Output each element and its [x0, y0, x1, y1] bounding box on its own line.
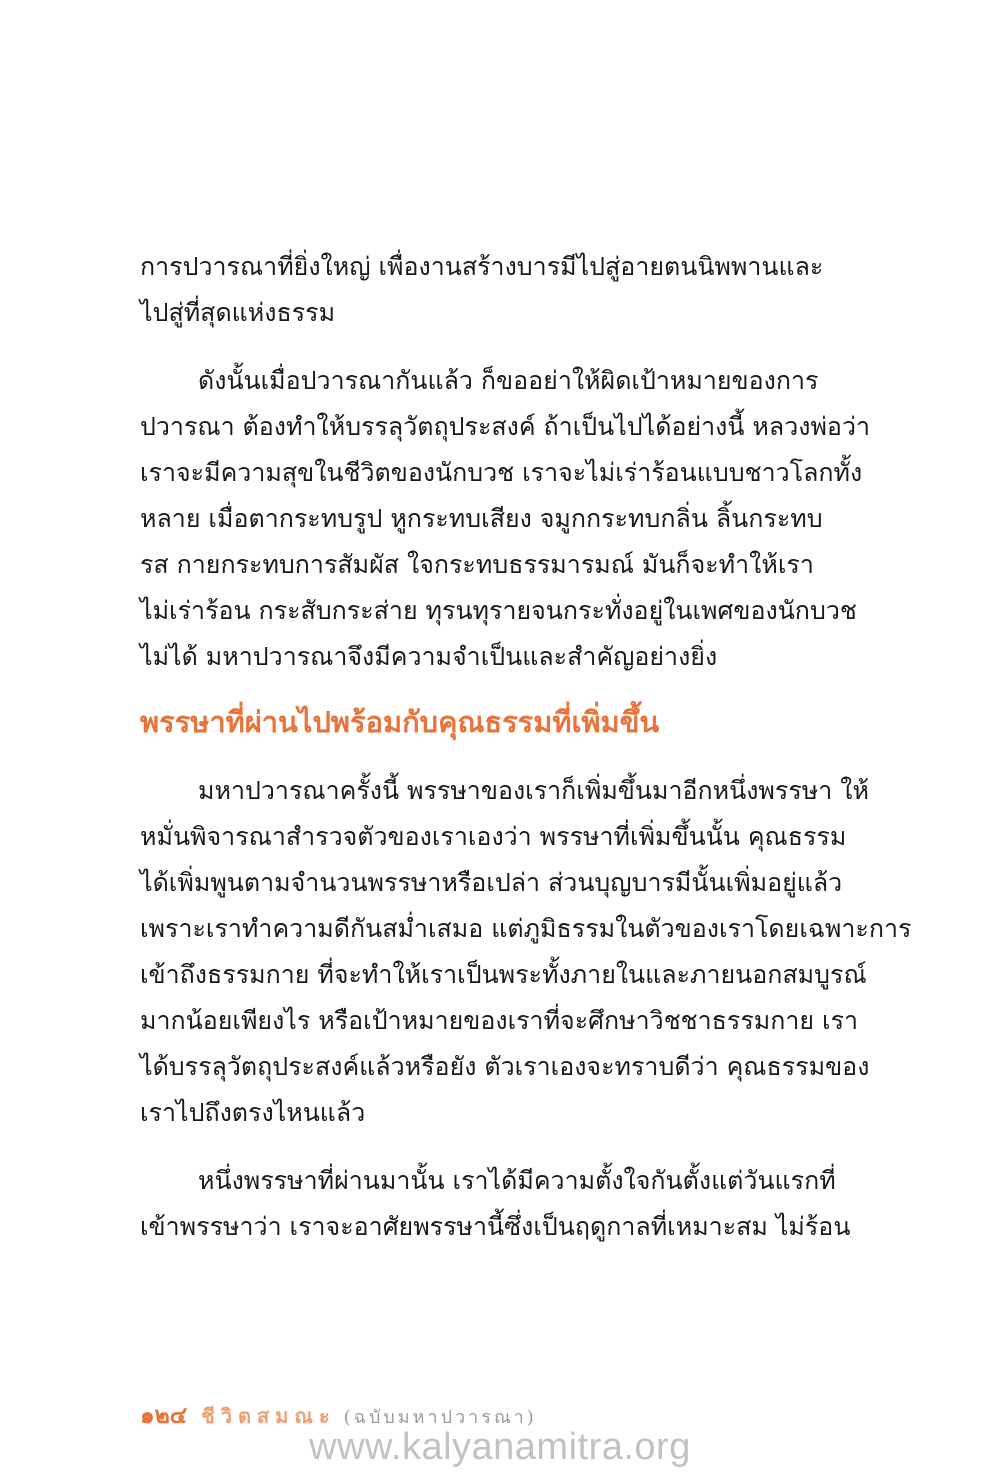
edition-label: (ฉบับมหาปวารณา)	[343, 1407, 537, 1428]
paragraph-line: ปวารณา ต้องทำให้บรรลุวัตถุประสงค์ ถ้าเป็นไปได้อย่างนี้ หลวงพ่อว่า	[140, 412, 871, 441]
paragraph-2	[140, 358, 871, 680]
paragraph-line: ไม่เร่าร้อน กระสับกระส่าย ทุรนทุรายจนกระทั่งอยู่ในเพศของนักบวช	[140, 596, 857, 625]
section-heading: พรรษาที่ผ่านไปพร้อมกับคุณธรรมที่เพิ่มขึ้น	[140, 705, 660, 739]
paragraph-line: ไม่ได้ มหาปวารณาจึงมีความจำเป็นและสำคัญอย่างยิ่ง	[140, 642, 718, 671]
body-text	[140, 244, 912, 1250]
paragraph-line: มากน้อยเพียงไร หรือเป้าหมายของเราที่จะศึกษาวิชชาธรรมกาย เรา	[140, 1006, 859, 1035]
paragraph-1	[140, 244, 842, 336]
paragraph-line: ไปสู่ที่สุดแห่งธรรม	[140, 298, 336, 327]
paragraph-line: มหาปวารณาครั้งนี้ พรรษาของเราก็เพิ่มขึ้นมาอีกหนึ่งพรรษา ให้	[198, 776, 869, 805]
paragraph-line: เราไปถึงตรงไหนแล้ว	[140, 1098, 366, 1127]
watermark-url: www.kalyanamitra.org	[309, 1426, 691, 1468]
paragraph-line: เข้าถึงธรรมกาย ที่จะทำให้เราเป็นพระทั้งภายในและภายนอกสมบูรณ์	[140, 960, 867, 989]
paragraph-line: ได้บรรลุวัตถุประสงค์แล้วหรือยัง ตัวเราเองจะทราบดีว่า คุณธรรมของ	[140, 1052, 870, 1081]
paragraph-line: เพราะเราทำความดีกันสม่ำเสมอ แต่ภูมิธรรมในตัวของเราโดยเฉพาะการ	[140, 914, 912, 943]
paragraph-line: รส กายกระทบการสัมผัส ใจกระทบธรรมารมณ์ มันก็จะทำให้เรา	[140, 550, 814, 579]
paragraph-line: ได้เพิ่มพูนตามจำนวนพรรษาหรือเปล่า ส่วนบุญบารมีนั้นเพิ่มอยู่แล้ว	[140, 868, 843, 897]
page-number: ๑๒๔	[140, 1403, 188, 1429]
paragraph-3	[140, 768, 912, 1136]
paragraph-line: การปวารณาที่ยิ่งใหญ่ เพื่องานสร้างบารมีไปสู่อายตนนิพพานและ	[140, 252, 824, 281]
paragraph-line: หนึ่งพรรษาที่ผ่านมานั้น เราได้มีความตั้งใจกันตั้งแต่วันแรกที่	[198, 1166, 836, 1195]
paragraph-line: ดังนั้นเมื่อปวารณากันแล้ว ก็ขออย่าให้ผิดเป้าหมายของการ	[198, 366, 819, 395]
book-title: ชีวิตสมณะ	[201, 1404, 336, 1428]
paragraph-line: เข้าพรรษาว่า เราจะอาศัยพรรษานี้ซึ่งเป็นฤดูกาลที่เหมาะสม ไม่ร้อน	[140, 1212, 851, 1241]
paragraph-4	[140, 1158, 851, 1250]
paragraph-line: หมั่นพิจารณาสำรวจตัวของเราเองว่า พรรษาที่เพิ่มขึ้นนั้น คุณธรรม	[140, 822, 847, 851]
paragraph-line: หลาย เมื่อตากระทบรูป หูกระทบเสียง จมูกกระทบกลิ่น ลิ้นกระทบ	[140, 504, 823, 533]
paragraph-line: เราจะมีความสุขในชีวิตของนักบวช เราจะไม่เร่าร้อนแบบชาวโลกทั้ง	[140, 458, 863, 487]
